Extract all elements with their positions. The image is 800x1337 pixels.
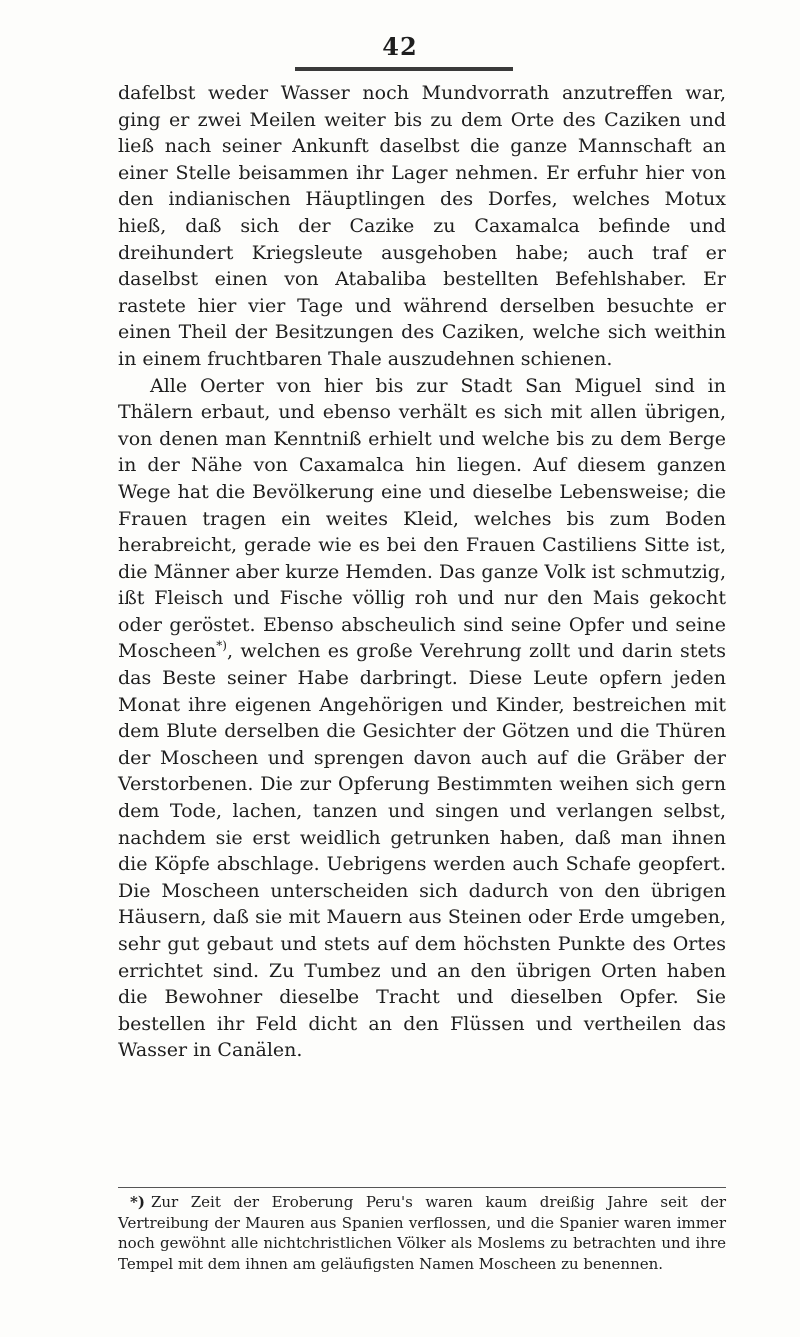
page-number: 42 — [382, 32, 418, 61]
footnote-reference[interactable]: *) — [216, 639, 227, 654]
paragraph-2-part-1: Alle Oerter von hier bis zur Stadt San Miguel sind in Thälern erbaut, und ebenso verhält es sich mit allen übrigen, von denen man Kenntniß erhielt und welche bis zu dem Berge in der Nähe von Caxamalca hin liegen. Auf diesem ganzen Wege hat die Bevölkerung eine und dieselbe Lebensweise; die Frauen tragen ein weites Kleid, welches bis zum Boden herabreicht, gerade wie es bei den Frauen Castiliens Sitte ist, die Männer aber kurze Hemden. Das ganze Volk ist schmutzig, ißt Fleisch und Fische völlig roh und nur den Mais gekocht oder geröstet. Ebenso abscheulich sind seine Opfer und seine Moscheen — [118, 374, 726, 663]
footnote-marker: *) — [130, 1193, 145, 1211]
footnote-separator — [118, 1187, 726, 1188]
paragraph-2-part-2: , welchen es große Verehrung zollt und darin stets das Beste seiner Habe darbringt. Diese Leute opfern jeden Monat ihre eigenen Angehörigen und Kinder, bestreichen mit dem Blute derselben die Gesichter der Götzen und die Thüren der Moscheen und sprengen davon auch auf die Gräber der Verstorbenen. Die zur Opferung Bestimmten weihen sich gern dem Tode, lachen, tanzen und singen und verlangen selbst, nachdem sie erst weidlich getrunken haben, daß man ihnen die Köpfe abschlage. Uebrigens werden auch Schafe geopfert. Die Moscheen unterscheiden sich dadurch von den übrigen Häusern, daß sie mit Mauern aus Steinen oder Erde umgeben, sehr gut gebaut und stets auf dem höchsten Punkte des Ortes errichtet sind. Zu Tumbez und an den übrigen Orten haben die Bewohner dieselbe Tracht und dieselben Opfer. Sie bestellen ihr Feld dicht an den Flüssen und vertheilen das Wasser in Canälen. — [118, 640, 726, 1062]
footnote — [118, 1192, 726, 1274]
footnote-text: Zur Zeit der Eroberung Peru's waren kaum dreißig Jahre seit der Vertreibung der Mauren aus Spanien verflossen, und die Spanier waren immer noch gewöhnt alle nichtchristlichen Völker als Moslems zu betrachten und ihre Tempel mit dem ihnen am geläufigsten Namen Moscheen zu benennen. — [118, 1193, 726, 1273]
paragraph-1: dafelbst weder Wasser noch Mundvorrath anzutreffen war, ging er zwei Meilen weiter bis zu dem Orte des Caziken und ließ nach seiner Ankunft daselbst die ganze Mannschaft an einer Stelle beisammen ihr Lager nehmen. Er erfuhr hier von den indianischen Häuptlingen des Dorfes, welches Motux hieß, daß sich der Cazike zu Caxamalca befinde und dreihundert Kriegsleute ausgehoben habe; auch traf er daselbst einen von Atabaliba bestellten Befehlshaber. Er rastete hier vier Tage und während derselben besuchte er einen Theil der Besitzungen des Caziken, welche sich weithin in einem fruchtbaren Thale auszudehnen schienen. — [118, 82, 726, 370]
body-text — [118, 80, 726, 1064]
header-rule — [295, 67, 513, 71]
paragraph-2 — [118, 373, 726, 1064]
